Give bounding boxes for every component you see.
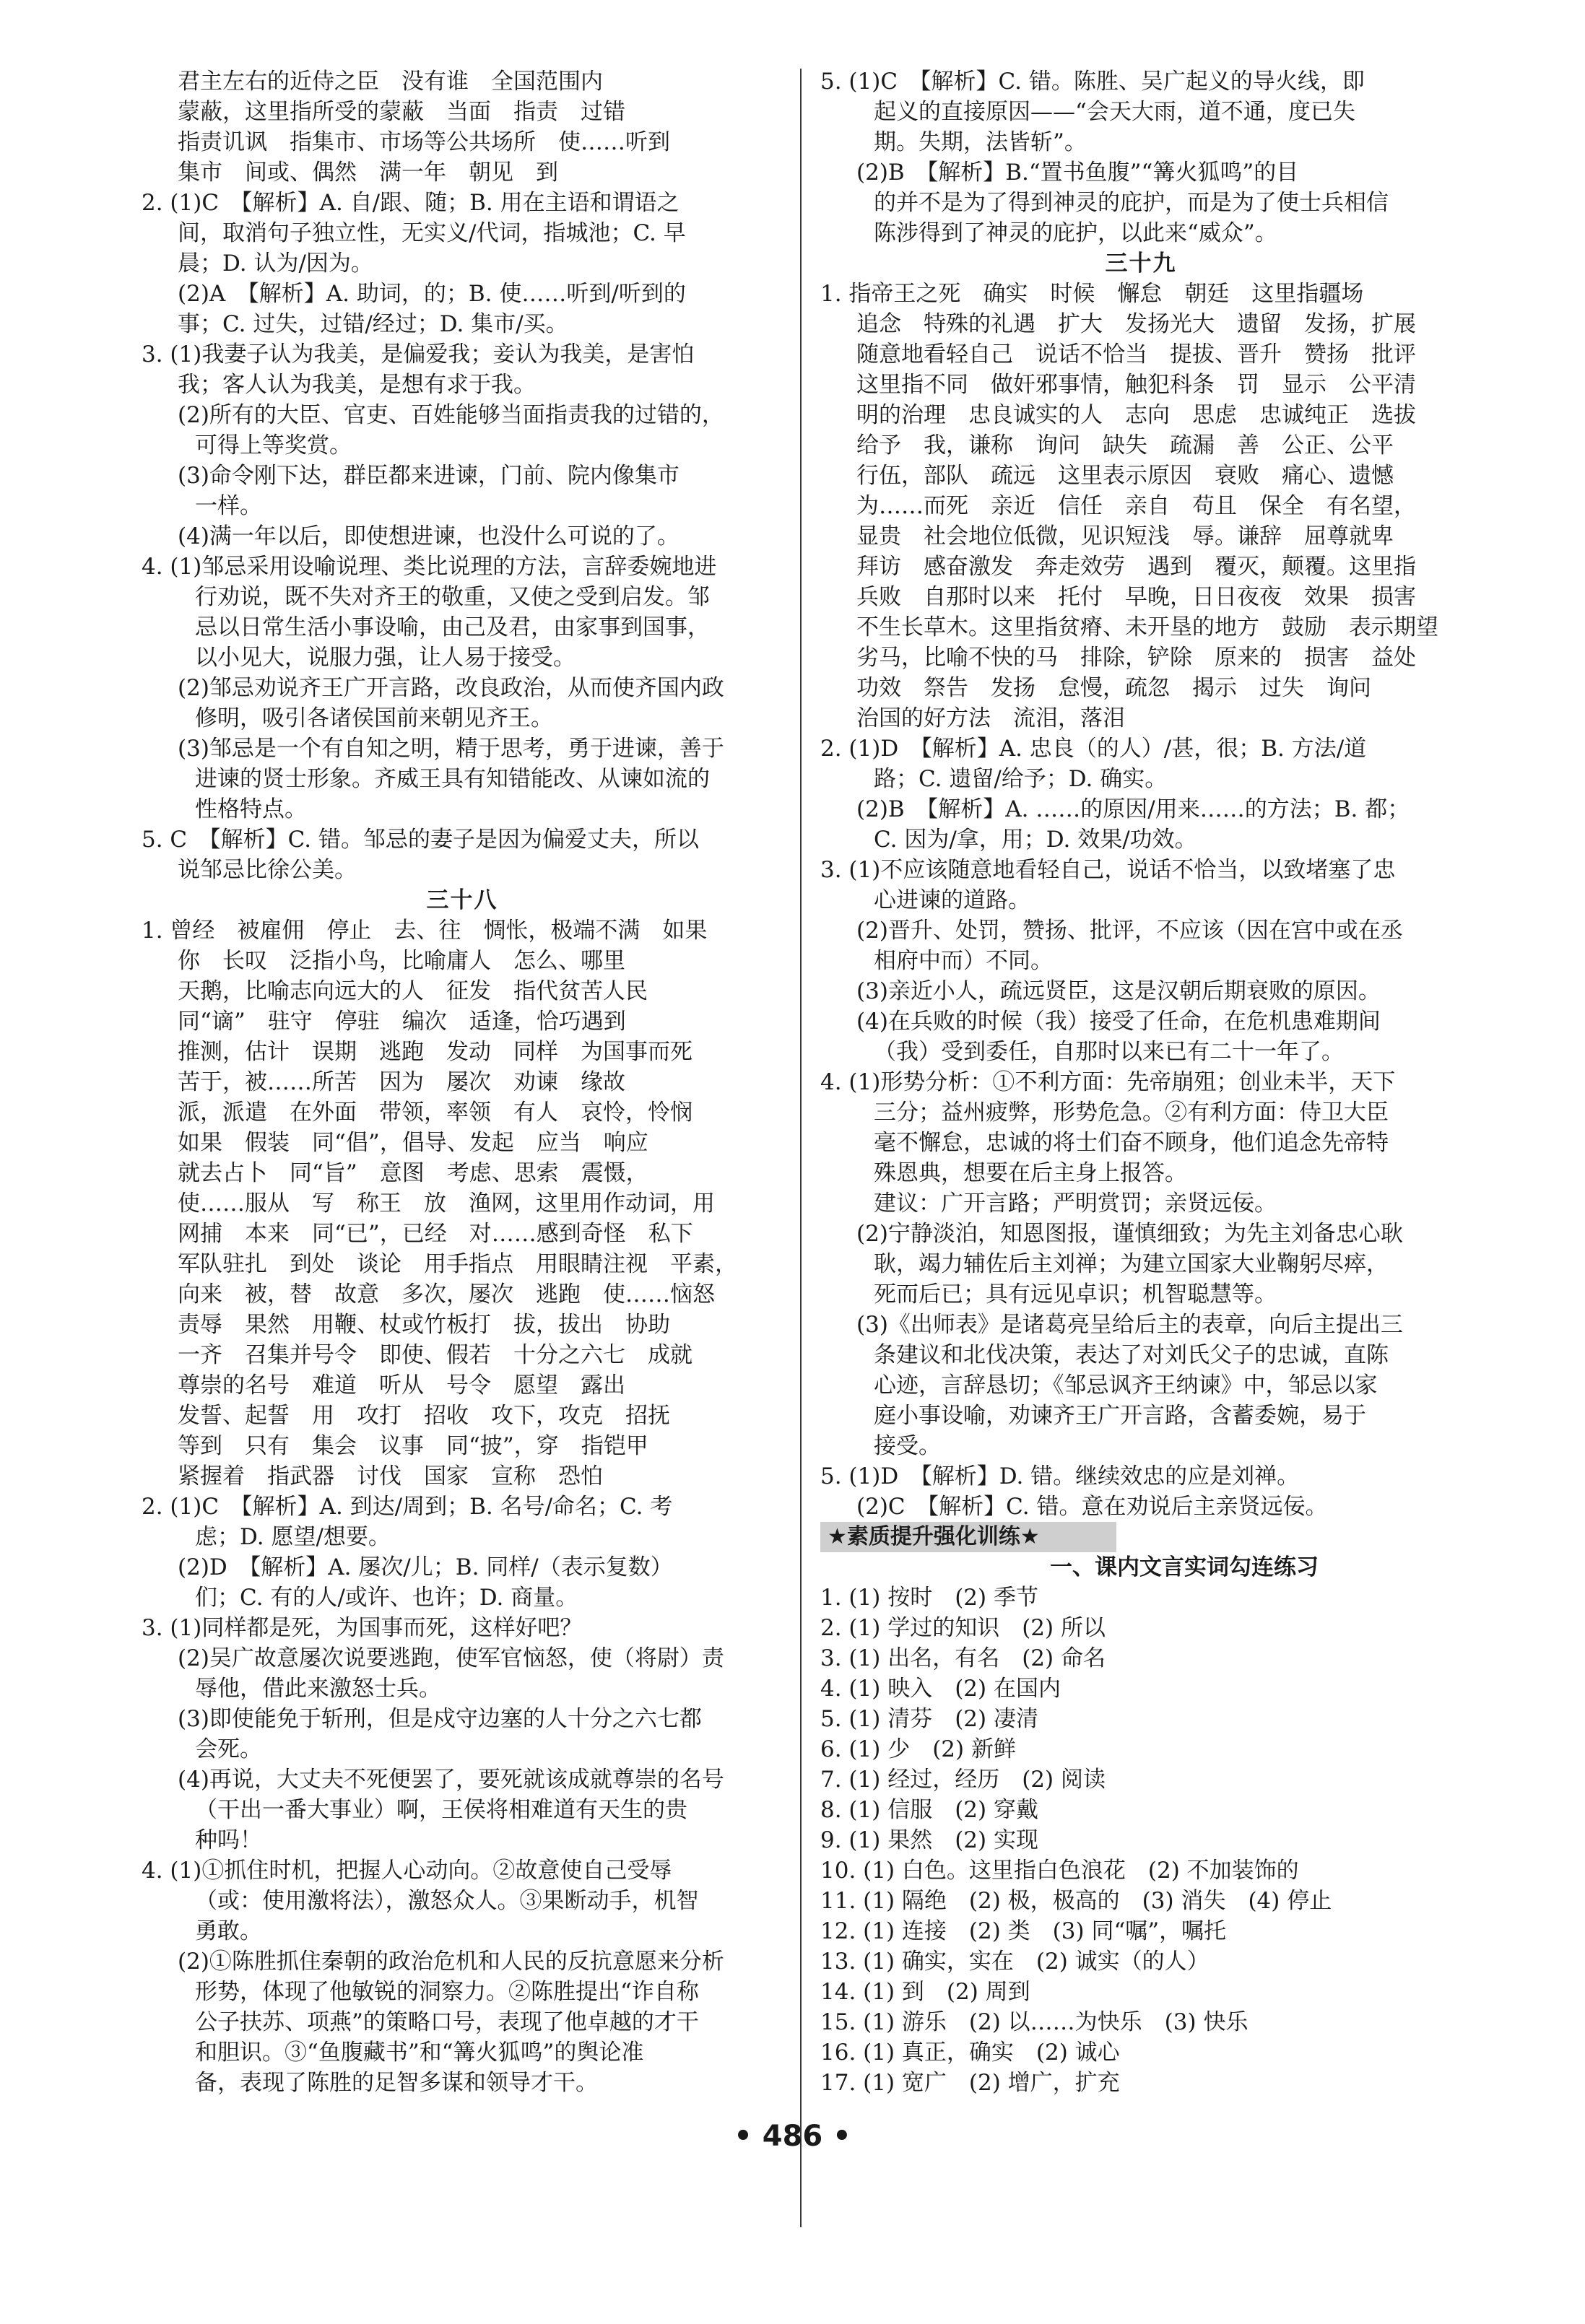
text-line: 行伍，部队 疏远 这里表示原因 衰败 痛心、遗憾 — [856, 463, 1394, 489]
text-line: 事；C. 过失，过错/经过；D. 集市/买。 — [178, 311, 568, 337]
text-line: 网捕 本来 同“已”，已经 对……感到奇怪 私下 — [178, 1221, 693, 1247]
text-line: 2. (1)C 【解析】A. 到达/周到；B. 名号/命名；C. 考 — [142, 1494, 673, 1520]
page-number: • 486 • — [734, 2120, 851, 2153]
text-line: （或：使用激将法），激怒众人。③果断动手，机智 — [195, 1888, 699, 1914]
text-line: (4)在兵败的时候（我）接受了任命，在危机患难期间 — [856, 1009, 1381, 1035]
text-line: 尊崇的名号 难道 听从 号令 愿望 露出 — [178, 1372, 625, 1398]
text-line: 15. (1) 游乐 (2) 以……为快乐 (3) 快乐 — [820, 2009, 1249, 2035]
text-line: 拜访 感奋激发 奔走效劳 遇到 覆灭，颠覆。这里指 — [856, 554, 1416, 580]
text-line: 你 长叹 泛指小鸟，比喻庸人 怎么、哪里 — [178, 948, 625, 974]
text-line: 天鹅，比喻志向远大的人 征发 指代贫苦人民 — [178, 978, 648, 1004]
text-line: (2)C 【解析】C. 错。意在劝说后主亲贤远佞。 — [856, 1494, 1328, 1520]
text-line: 路；C. 遗留/给予；D. 确实。 — [874, 766, 1168, 792]
text-line: 条建议和北伐决策，表达了对刘氏父子的忠诚，直陈 — [874, 1342, 1389, 1368]
text-line: 勇敢。 — [195, 1918, 262, 1944]
text-line: 三分；益州疲弊，形势危急。②有利方面：侍卫大臣 — [874, 1100, 1389, 1126]
text-line: 毫不懈怠，忠诚的将士们奋不顾身，他们追念先帝特 — [874, 1130, 1389, 1156]
text-line: 1. 指帝王之死 确实 时候 懈怠 朝廷 这里指疆场 — [820, 281, 1364, 307]
text-line: (4)满一年以后，即使想进谏，也没什么可说的了。 — [178, 523, 679, 549]
text-line: 发誓、起誓 用 攻打 招收 攻下，攻克 招抚 — [178, 1403, 670, 1429]
text-line: 一样。 — [195, 493, 262, 519]
text-line: 指责讥讽 指集市、市场等公共场所 使……听到 — [178, 129, 670, 155]
text-line: 死而后已；具有远见卓识；机智聪慧等。 — [874, 1281, 1277, 1307]
text-line: 2. (1)C 【解析】A. 自/跟、随；B. 用在主语和谓语之 — [142, 190, 679, 216]
text-line: 陈涉得到了神灵的庇护，以此来“威众”。 — [874, 220, 1277, 246]
text-line: 4. (1)形势分析：①不利方面：先帝崩殂；创业未半，天下 — [820, 1069, 1396, 1095]
text-line: 6. (1) 少 (2) 新鲜 — [820, 1736, 1016, 1762]
text-line: 明的治理 忠良诚实的人 志向 思虑 忠诚纯正 选拔 — [856, 402, 1416, 428]
text-line: (3)命令刚下达，群臣都来进谏，门前、院内像集市 — [178, 463, 679, 489]
text-line: 责辱 果然 用鞭、杖或竹板打 拔，拔出 协助 — [178, 1312, 670, 1338]
text-line: 劣马，比喻不快的马 排除，铲除 原来的 损害 益处 — [856, 645, 1416, 671]
text-line: 形势，体现了他敏锐的洞察力。②陈胜提出“诈自称 — [195, 1979, 699, 2005]
text-line: 14. (1) 到 (2) 周到 — [820, 1979, 1030, 2005]
text-line: 会死。 — [195, 1736, 262, 1762]
text-line: 3. (1)同样都是死，为国事而死，这样好吧？ — [142, 1615, 583, 1641]
text-line: 向来 被，替 故意 多次，屡次 逃跑 使……恼怒 — [178, 1281, 715, 1307]
text-line: 不生长草木。这里指贫瘠、未开垦的地方 鼓励 表示期望 — [856, 614, 1438, 640]
text-line: 等到 只有 集会 议事 同“披”，穿 指铠甲 — [178, 1433, 648, 1459]
text-line: 行劝说，既不失对齐王的敬重，又使之受到启发。邹 — [195, 584, 710, 610]
text-line: 辱他，借此来激怒士兵。 — [195, 1676, 441, 1702]
text-line: 4. (1)①抓住时机，把握人心动向。②故意使自己受辱 — [142, 1858, 672, 1884]
text-line: 5. (1) 清芬 (2) 凄清 — [820, 1706, 1038, 1732]
text-line: 一齐 召集并号令 即使、假若 十分之六七 成就 — [178, 1342, 692, 1368]
text-line: 起义的直接原因——“会天大雨，道不通，度已失 — [874, 99, 1355, 125]
text-line: 13. (1) 确实，实在 (2) 诚实（的人） — [820, 1949, 1210, 1975]
text-line: 随意地看轻自己 说话不恰当 提拔、晋升 赞扬 批评 — [856, 341, 1416, 367]
text-line: (2)B 【解析】A. ……的原因/用来……的方法；B. 都； — [856, 796, 1410, 822]
text-line: 派，派遣 在外面 带领，率领 有人 哀怜，怜悯 — [178, 1100, 692, 1126]
text-line: 2. (1)D 【解析】A. 忠良（的人）/甚，很；B. 方法/道 — [820, 736, 1367, 762]
text-line: 16. (1) 真正，确实 (2) 诚心 — [820, 2040, 1120, 2066]
text-line: 接受。 — [874, 1433, 941, 1459]
text-line: 显贵 社会地位低微，见识短浅 辱。谦辞 屈尊就卑 — [856, 523, 1394, 549]
text-line: (2)B 【解析】B.“置书鱼腹”“篝火狐鸣”的目 — [856, 160, 1299, 186]
text-line: (2)A 【解析】A. 助词，的；B. 使……听到/听到的 — [178, 281, 686, 307]
text-line: 种吗！ — [195, 1827, 262, 1853]
training-banner: ★素质提升强化训练★ — [820, 1522, 1116, 1552]
text-line: 的并不是为了得到神灵的庇护，而是为了使士兵相信 — [874, 190, 1389, 216]
text-line: 们；C. 有的人/或许、也许；D. 商量。 — [195, 1585, 578, 1611]
text-line: 这里指不同 做奸邪事情，触犯科条 罚 显示 公平清 — [856, 372, 1416, 398]
text-line: 追念 特殊的礼遇 扩大 发扬光大 遗留 发扬，扩展 — [856, 311, 1416, 337]
text-line: 如果 假装 同“倡”，倡导、发起 应当 响应 — [178, 1130, 648, 1156]
text-line: (4)再说，大丈夫不死便罢了，要死就该成就尊崇的名号 — [178, 1767, 724, 1793]
text-line: 兵败 自那时以来 托付 早晚，日日夜夜 效果 损害 — [856, 584, 1416, 610]
text-line: 紧握着 指武器 讨伐 国家 宣称 恐怕 — [178, 1463, 603, 1489]
text-line: 8. (1) 信服 (2) 穿戴 — [820, 1797, 1038, 1823]
text-line: 公子扶苏、项燕”的策略口号，表现了他卓越的才干 — [195, 2009, 699, 2035]
text-line: 使……服从 写 称王 放 渔网，这里用作动词，用 — [178, 1191, 715, 1217]
text-line: 蒙蔽，这里指所受的蒙蔽 当面 指责 过错 — [178, 99, 625, 125]
text-line: 4. (1) 映入 (2) 在国内 — [820, 1676, 1061, 1702]
text-line: 3. (1)我妻子认为我美，是偏爱我；妾认为我美，是害怕 — [142, 341, 695, 367]
text-line: 相府中而）不同。 — [874, 948, 1053, 974]
text-line: 就去占卜 同“旨” 意图 考虑、思索 震慑， — [178, 1160, 648, 1186]
text-line: (3)即使能免于斩刑，但是戍守边塞的人十分之六七都 — [178, 1706, 702, 1732]
text-line: 晨；D. 认为/因为。 — [178, 251, 373, 277]
text-line: 心迹，言辞恳切；《邹忌讽齐王纳谏》中，邹忌以家 — [874, 1372, 1378, 1398]
text-line: (3)《出师表》是诸葛亮呈给后主的表章，向后主提出三 — [856, 1312, 1403, 1338]
section-title: 三十八 — [426, 887, 498, 913]
text-line: （干出一番大事业）啊，王侯将相难道有天生的贵 — [195, 1797, 687, 1823]
text-line: C. 因为/拿，用；D. 效果/功效。 — [874, 827, 1197, 853]
text-line: 间，取消句子独立性，无实义/代词，指城池；C. 早 — [178, 220, 686, 246]
text-line: 5. (1)C 【解析】C. 错。陈胜、吴广起义的导火线，即 — [820, 69, 1365, 95]
text-line: 期。失期，法皆斩”。 — [874, 129, 1087, 155]
text-line: 苦于，被……所苦 因为 屡次 劝谏 缘故 — [178, 1069, 625, 1095]
text-line: 庭小事设喻，劝谏齐王广开言路，含蓄委婉，易于 — [874, 1403, 1366, 1429]
text-line: 11. (1) 隔绝 (2) 极，极高的 (3) 消失 (4) 停止 — [820, 1888, 1332, 1914]
text-line: (2)所有的大臣、官吏、百姓能够当面指责我的过错的， — [178, 402, 724, 428]
text-line: 7. (1) 经过，经历 (2) 阅读 — [820, 1767, 1106, 1793]
text-line: 1. 曾经 被雇佣 停止 去、往 惆怅，极端不满 如果 — [142, 918, 708, 944]
text-line: 集市 间或、偶然 满一年 朝见 到 — [178, 160, 558, 186]
text-line: 修明，吸引各诸侯国前来朝见齐王。 — [195, 705, 553, 731]
text-line: 3. (1)不应该随意地看轻自己，说话不恰当，以致堵塞了忠 — [820, 857, 1396, 883]
text-line: 5. (1)D 【解析】D. 错。继续效忠的应是刘禅。 — [820, 1463, 1300, 1489]
text-line: 以小见大，说服力强，让人易于接受。 — [195, 645, 576, 671]
text-line: (2)晋升、处罚，赞扬、批评，不应该（因在宫中或在丞 — [856, 918, 1403, 944]
text-line: (2)①陈胜抓住秦朝的政治危机和人民的反抗意愿来分析 — [178, 1949, 724, 1975]
left-column — [142, 66, 783, 2098]
text-line: 为……而死 亲近 信任 亲自 苟且 保全 有名望， — [856, 493, 1416, 519]
text-line: 3. (1) 出名，有名 (2) 命名 — [820, 1645, 1106, 1671]
text-line: 可得上等奖赏。 — [195, 432, 352, 458]
text-line: 性格特点。 — [195, 796, 307, 822]
section-title: 三十九 — [1105, 251, 1177, 277]
text-line: 同“谪” 驻守 停驻 编次 适逢，恰巧遇到 — [178, 1009, 626, 1035]
text-line: 我；客人认为我美，是想有求于我。 — [178, 372, 536, 398]
text-line: 建议：广开言路；严明赏罚；亲贤远佞。 — [874, 1191, 1277, 1217]
text-line: (3)亲近小人，疏远贤臣，这是汉朝后期衰败的原因。 — [856, 978, 1381, 1004]
text-line: 给予 我，谦称 询问 缺失 疏漏 善 公正、公平 — [856, 432, 1394, 458]
text-line: (2)吴广故意屡次说要逃跑，使军官恼怒，使（将尉）责 — [178, 1645, 724, 1671]
column-divider — [800, 69, 802, 2227]
text-line: 忌以日常生活小事设喻，由己及君，由家事到国事， — [195, 614, 710, 640]
text-line: 虑；D. 愿望/想要。 — [195, 1524, 391, 1550]
text-line: 10. (1) 白色。这里指白色浪花 (2) 不加装饰的 — [820, 1858, 1299, 1884]
text-line: 推测，估计 误期 逃跑 发动 同样 为国事而死 — [178, 1039, 692, 1065]
text-line: (2)邹忌劝说齐王广开言路，改良政治，从而使齐国内政 — [178, 675, 724, 701]
text-line: 说邹忌比徐公美。 — [178, 857, 357, 883]
text-line: 心进谏的道路。 — [874, 887, 1030, 913]
text-line: 治国的好方法 流泪，落泪 — [856, 705, 1125, 731]
text-line: 4. (1)邹忌采用设喻说理、类比说理的方法，言辞委婉地进 — [142, 554, 717, 580]
text-line: 9. (1) 果然 (2) 实现 — [820, 1827, 1038, 1853]
text-line: 5. C 【解析】C. 错。邹忌的妻子是因为偏爱丈夫，所以 — [142, 827, 699, 853]
text-line: (2)宁静淡泊，知恩图报，谨慎细致；为先主刘备忠心耿 — [856, 1221, 1403, 1247]
text-line: 和胆识。③“鱼腹藏书”和“篝火狐鸣”的舆论准 — [195, 2040, 644, 2066]
text-line: 君主左右的近侍之臣 没有谁 全国范围内 — [178, 69, 603, 95]
section-subtitle: 一、课内文言实词勾连练习 — [1050, 1554, 1319, 1580]
text-line: 殊恩典，想要在后主身上报答。 — [874, 1160, 1187, 1186]
text-line: 军队驻扎 到处 谈论 用手指点 用眼睛注视 平素， — [178, 1251, 737, 1277]
text-line: 备，表现了陈胜的足智多谋和领导才干。 — [195, 2070, 598, 2096]
text-line: 功效 祭告 发扬 怠慢，疏忽 揭示 过失 询问 — [856, 675, 1371, 701]
right-column — [820, 66, 1462, 2098]
text-line: 12. (1) 连接 (2) 类 (3) 同“嘱”，嘱托 — [820, 1918, 1227, 1944]
text-line: 17. (1) 宽广 (2) 增广，扩充 — [820, 2070, 1120, 2096]
text-line: 2. (1) 学过的知识 (2) 所以 — [820, 1615, 1106, 1641]
text-line: 耿，竭力辅佐后主刘禅；为建立国家大业鞠躬尽瘁， — [874, 1251, 1389, 1277]
text-line: （我）受到委任，自那时以来已有二十一年了。 — [874, 1039, 1344, 1065]
text-line: 进谏的贤士形象。齐威王具有知错能改、从谏如流的 — [195, 766, 710, 792]
text-line: 1. (1) 按时 (2) 季节 — [820, 1585, 1038, 1611]
text-line: (3)邹忌是一个有自知之明，精于思考，勇于进谏，善于 — [178, 736, 724, 762]
text-line: (2)D 【解析】A. 屡次/儿；B. 同样/（表示复数） — [178, 1554, 673, 1580]
